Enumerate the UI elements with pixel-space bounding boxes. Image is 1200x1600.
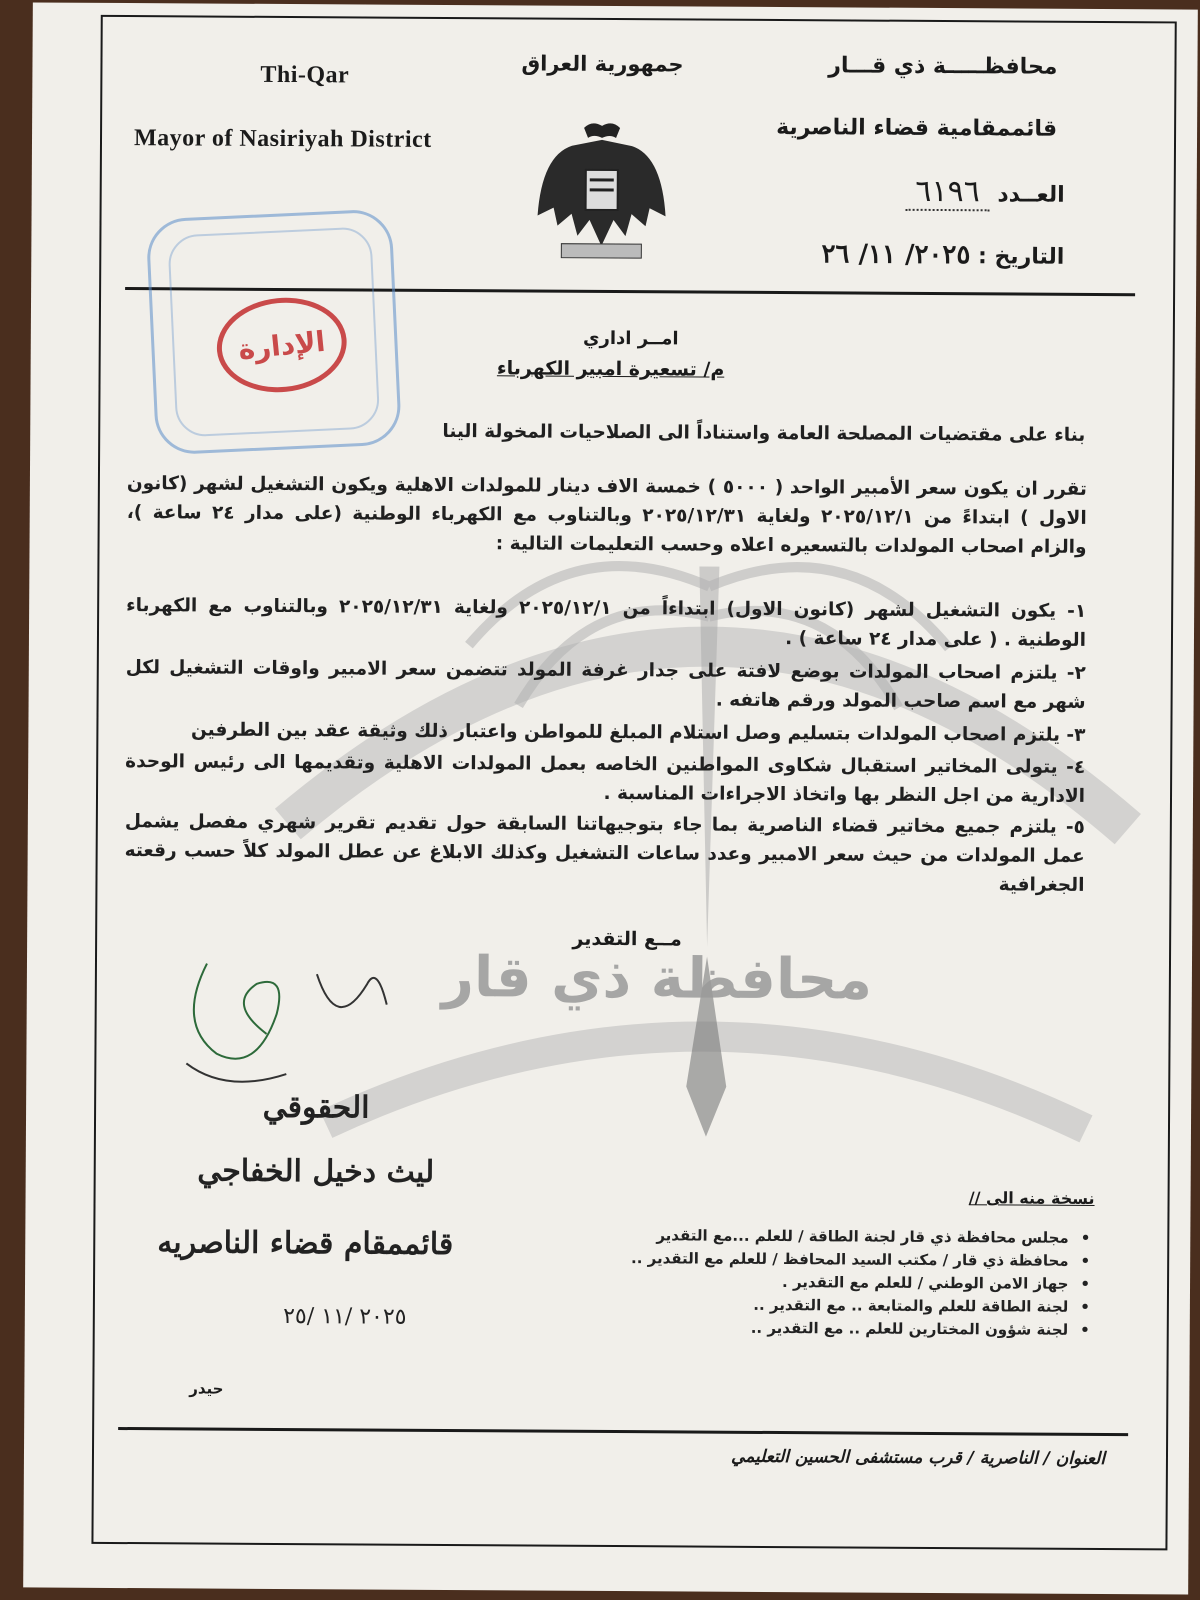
district-office: قائممقامية قضاء الناصرية <box>776 114 1058 142</box>
instruction-item-4: ٤- يتولى المخاتير استقبال شكاوى المواطنين الخاصه بعمل المولدات الاهلية وتقديمها الى رئيس الوحدة الادارية من اجل النظر بها واتخاذ الاجراءات المناسبة . <box>125 751 1086 807</box>
copy-recipient: • جهاز الامن الوطني / للعلم مع التقدير . <box>530 1270 1090 1296</box>
closing-regards: مــع التقدير <box>572 927 682 951</box>
copy-recipient: • لجنة الطاقة للعلم والمتابعة .. مع التقدير .. <box>530 1293 1090 1319</box>
copies-heading: نسخة منه الى // <box>968 1188 1095 1208</box>
copy-recipient: • محافظة ذي قار / مكتب السيد المحافظ / للعلم مع التقدير .. <box>530 1247 1090 1273</box>
date-label: التاريخ <box>994 244 1065 270</box>
instruction-item-3: ٣- يلتزم اصحاب المولدات بتسليم وصل استلام المبلغ للمواطن واعتبار ذلك وثيقة عقد بين الطرفين <box>190 719 1086 746</box>
copy-recipient: • مجلس محافظة ذي قار لجنة الطاقة / للعلم ...مع التقدير <box>530 1224 1090 1250</box>
handwritten-signature <box>166 943 427 1105</box>
watermark-text: محافظة ذي قار <box>441 944 873 1013</box>
instruction-item-5: ٥- يلتزم جميع مخاتير قضاء الناصرية بما جاء بتوجيهاتنا السابقة حول تقديم تقرير شهري مفصل يشمل عمل المولدات من حيث سعر الامبير وعدد ساعات التشغيل وكذلك الابلاغ عن عطل المولد كلاً حسب رقعته الجغرافية <box>124 811 1085 896</box>
province-english: Thi-Qar <box>260 61 350 89</box>
intro-paragraph: بناء على مقتضيات المصلحة العامة واستناداً الى الصلاحيات المخولة الينا <box>442 420 1086 446</box>
order-subject: م/ تسعيرة امبير الكهرباء <box>496 357 725 381</box>
copies-list <box>530 1224 1091 1342</box>
signatory-name: ليث دخيل الخفاجي <box>197 1153 435 1190</box>
instruction-item-1: ١- يكون التشغيل لشهر (كانون الاول) ابتداءاً من ٢٠٢٥/١٢/١ ولغاية ٢٠٢٥/١٢/٣١ وبالتناوب مع الكهرباء الوطنية . ( على مدار ٢٤ ساعة ) . <box>126 595 1087 651</box>
republic-name: جمهورية العراق <box>521 51 684 77</box>
document-number <box>745 173 1065 210</box>
office-english: Mayor of Nasiriyah District <box>133 125 432 153</box>
governorate-name: محافظـــــة ذي قـــار <box>828 53 1058 80</box>
number-value: ٦١٩٦ <box>905 174 990 212</box>
signatory-position: قائممقام قضاء الناصريه <box>157 1225 454 1263</box>
document-date: التاريخ : ٢٠٢٥/ ١١/ ٢٦ <box>821 239 1065 271</box>
admin-stamp-text: الإدارة <box>236 324 327 366</box>
date-value: ٢٠٢٥/ ١١/ ٢٦ <box>821 239 971 271</box>
instruction-item-2: ٢- يلتزم اصحاب المولدات بوضع لافتة على جدار غرفة المولد تتضمن سعر الامبير واوقات التشغيل لكل شهر مع اسم صاحب المولد ورقم هاتفه . <box>125 657 1086 713</box>
order-type: امــر اداري <box>582 327 679 350</box>
number-label: العــدد <box>997 182 1065 208</box>
iraq-eagle-emblem <box>531 116 672 267</box>
footer-address: العنوان / الناصرية / قرب مستشفى الحسين التعليمي <box>731 1446 1106 1470</box>
typist-initials: حيدر <box>189 1379 224 1398</box>
copy-recipient: • لجنة شؤون المختارين للعلم .. مع التقدير .. <box>530 1316 1090 1342</box>
signatory-title: الحقوقي <box>262 1089 370 1126</box>
signature-date: ٢٠٢٥ /١١ /٢٥ <box>283 1304 407 1330</box>
decision-paragraph: تقرر ان يكون سعر الأمبير الواحد ( ٥٠٠٠ ) خمسة الاف دينار للمولدات الاهلية ويكون التشغيل لشهر (كانون الاول ) ابتداءً من ٢٠٢٥/١٢/١ ولغاية ٢٠٢٥/١٢/٣١ وبالتناوب مع الكهرباء الوطنية (على مدار ٢٤ ساعة )، والزام اصحاب المولدات بالتسعيره اعلاه وحسب التعليمات التالية : <box>126 473 1087 558</box>
document-sheet <box>23 2 1198 1594</box>
